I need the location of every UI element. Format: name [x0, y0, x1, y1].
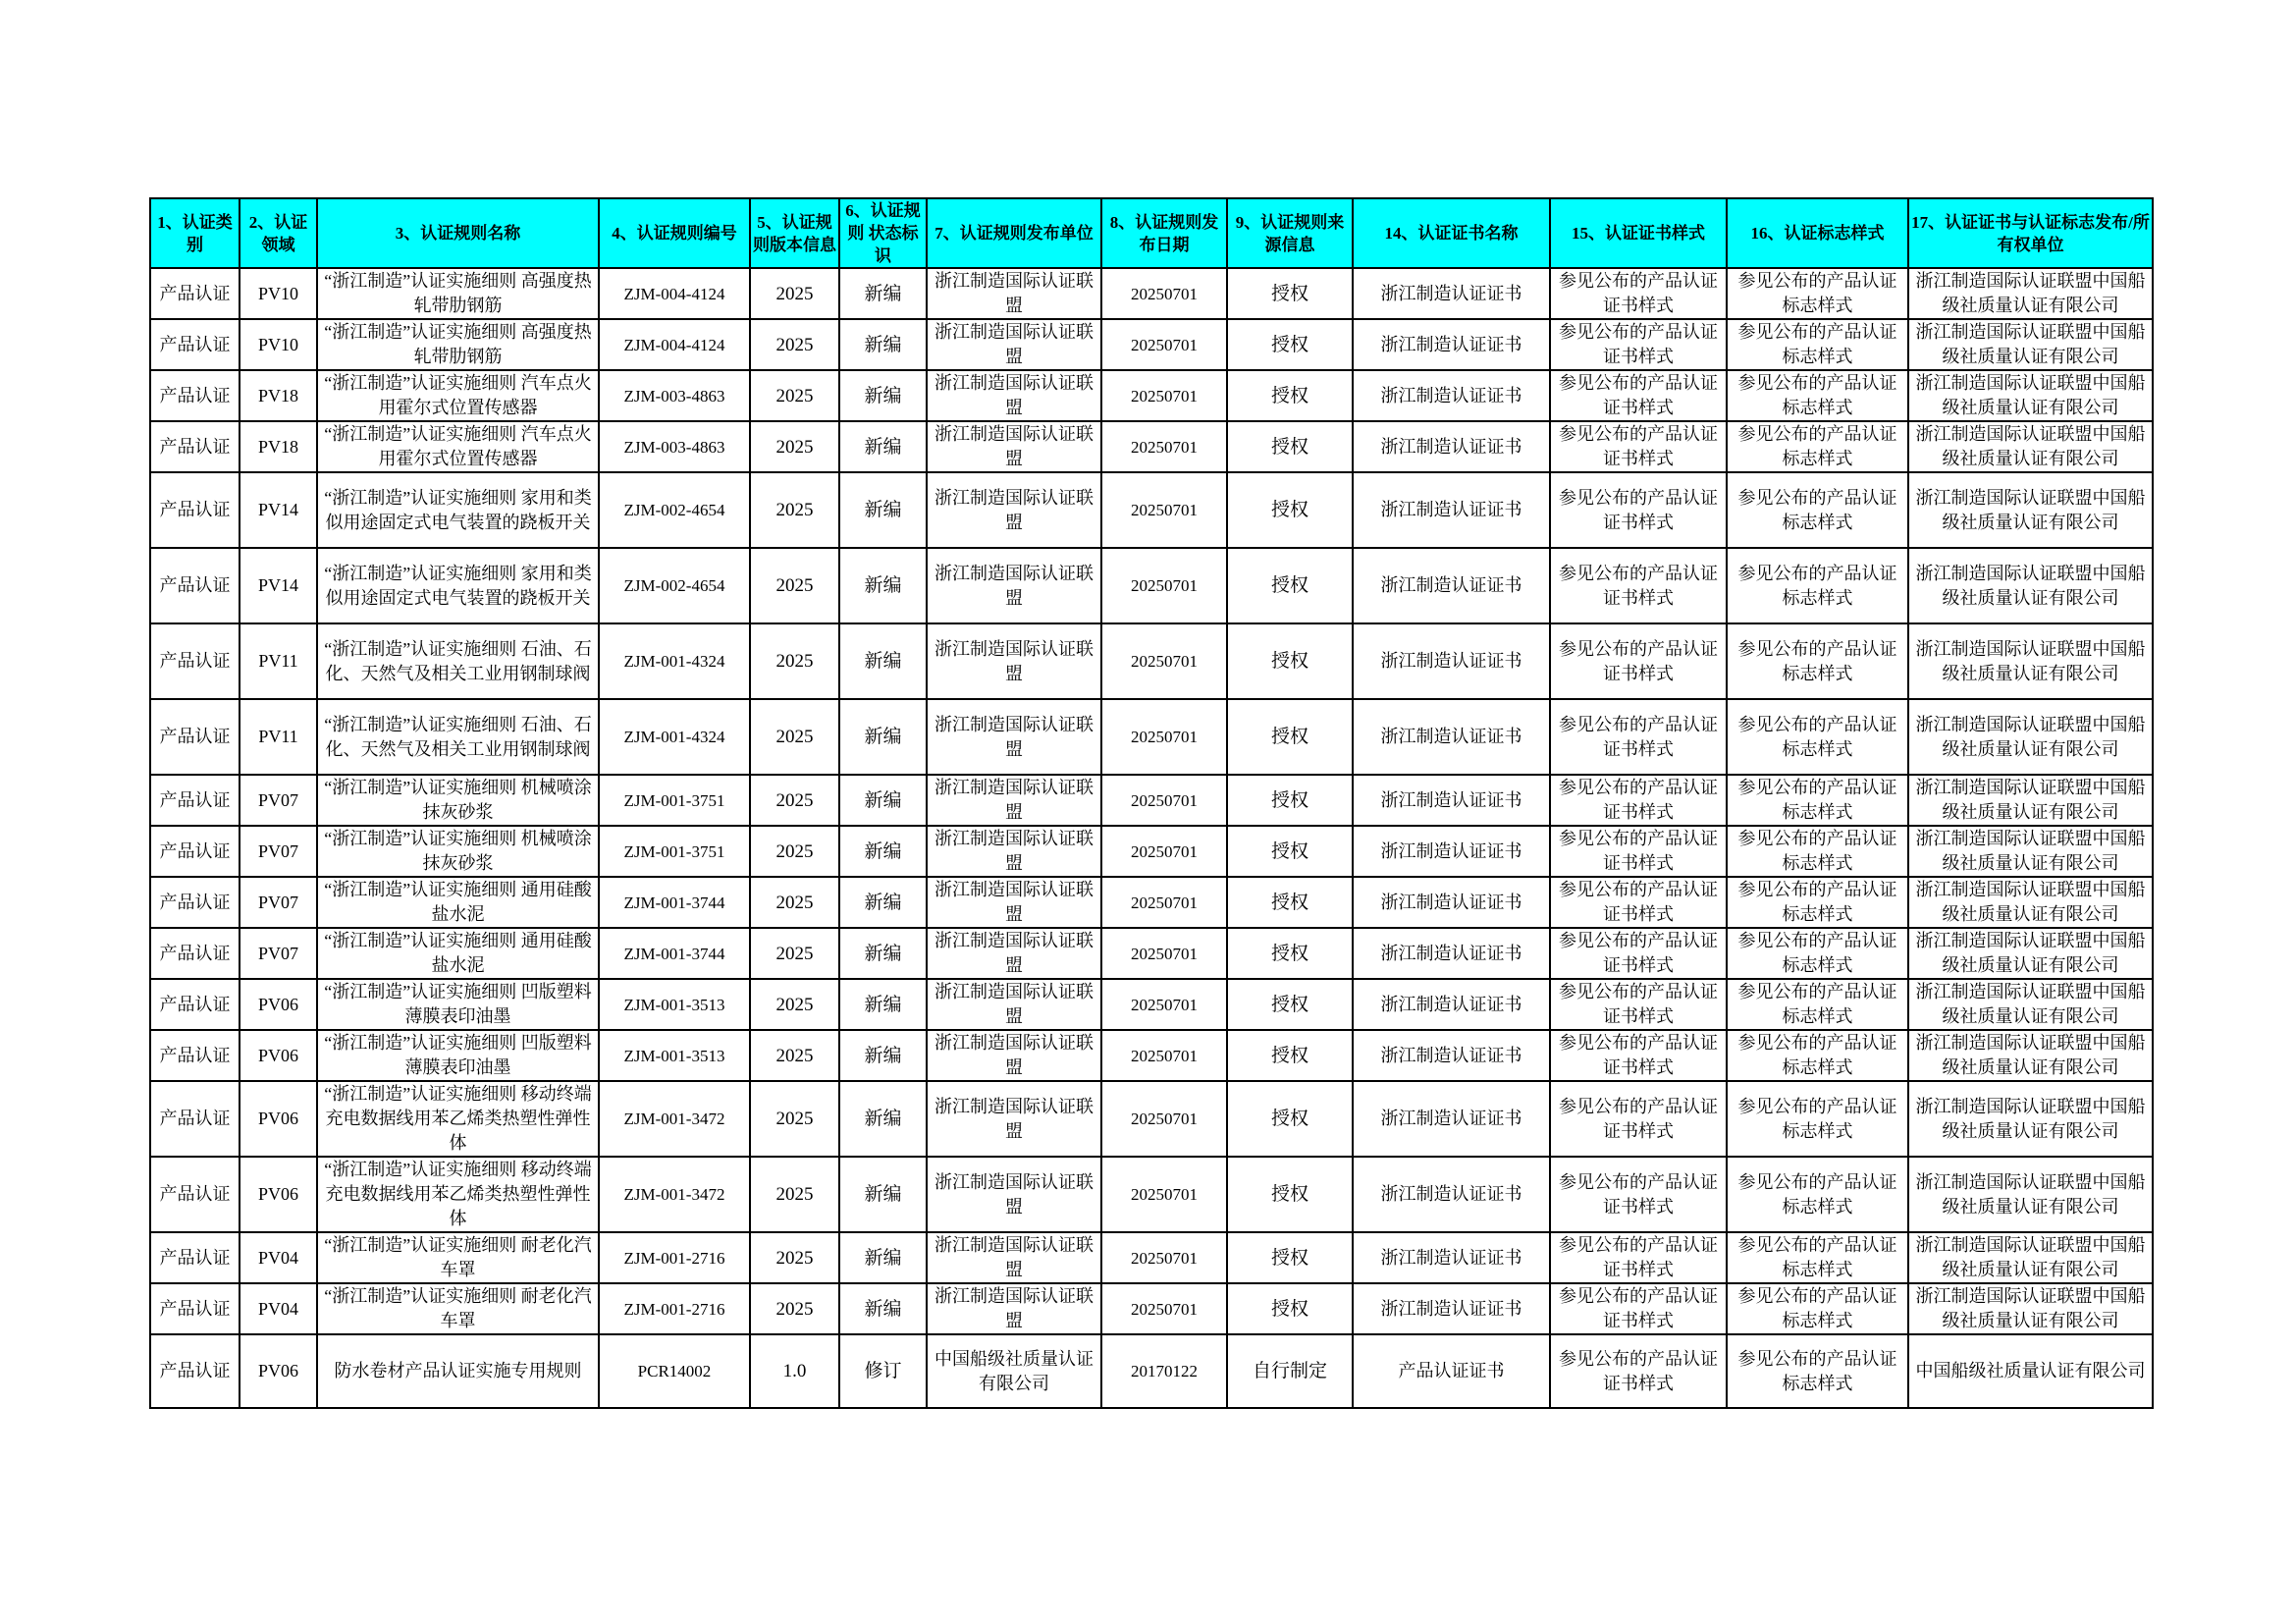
rule-code-cell: ZJM-001-3751	[599, 826, 750, 877]
version-cell: 2025	[750, 979, 839, 1030]
certificate-style-cell: 参见公布的产品认证证书样式	[1550, 775, 1727, 826]
table-row	[150, 775, 2153, 826]
rule-code-cell: ZJM-002-4654	[599, 548, 750, 623]
rule-name-cell: “浙江制造”认证实施细则 高强度热轧带肋钢筋	[317, 268, 599, 319]
source-cell: 授权	[1227, 1157, 1353, 1232]
column-header: 1、认证类别	[150, 198, 240, 268]
column-header: 6、认证规则 状态标识	[839, 198, 927, 268]
mark-style-cell: 参见公布的产品认证标志样式	[1727, 1334, 1908, 1408]
category-cell: 产品认证	[150, 548, 240, 623]
rule-code-cell: ZJM-001-2716	[599, 1283, 750, 1334]
category-cell: 产品认证	[150, 775, 240, 826]
publisher-cell: 浙江制造国际认证联盟	[927, 1081, 1101, 1157]
publish-date-cell: 20250701	[1101, 1232, 1227, 1283]
mark-style-cell: 参见公布的产品认证标志样式	[1727, 623, 1908, 699]
version-cell: 1.0	[750, 1334, 839, 1408]
rule-name-cell: “浙江制造”认证实施细则 家用和类似用途固定式电气装置的跷板开关	[317, 472, 599, 548]
table-header-row	[150, 198, 2153, 268]
source-cell: 授权	[1227, 1081, 1353, 1157]
table-row	[150, 928, 2153, 979]
status-cell: 新编	[839, 775, 927, 826]
field-cell: PV06	[240, 1157, 317, 1232]
column-header: 14、认证证书名称	[1353, 198, 1550, 268]
table-body	[150, 268, 2153, 1408]
mark-style-cell: 参见公布的产品认证标志样式	[1727, 979, 1908, 1030]
table-row	[150, 699, 2153, 775]
publish-date-cell: 20250701	[1101, 826, 1227, 877]
owner-cell: 浙江制造国际认证联盟中国船级社质量认证有限公司	[1908, 1232, 2153, 1283]
source-cell: 授权	[1227, 979, 1353, 1030]
category-cell: 产品认证	[150, 623, 240, 699]
rule-code-cell: ZJM-001-3744	[599, 928, 750, 979]
table-row	[150, 1081, 2153, 1157]
version-cell: 2025	[750, 421, 839, 472]
category-cell: 产品认证	[150, 1232, 240, 1283]
column-header: 8、认证规则发布日期	[1101, 198, 1227, 268]
publisher-cell: 浙江制造国际认证联盟	[927, 877, 1101, 928]
rule-name-cell: “浙江制造”认证实施细则 汽车点火用霍尔式位置传感器	[317, 421, 599, 472]
source-cell: 自行制定	[1227, 1334, 1353, 1408]
certificate-style-cell: 参见公布的产品认证证书样式	[1550, 623, 1727, 699]
owner-cell: 浙江制造国际认证联盟中国船级社质量认证有限公司	[1908, 472, 2153, 548]
certification-rules-table	[149, 197, 2154, 1409]
status-cell: 新编	[839, 1157, 927, 1232]
version-cell: 2025	[750, 319, 839, 370]
version-cell: 2025	[750, 1232, 839, 1283]
publish-date-cell: 20250701	[1101, 877, 1227, 928]
version-cell: 2025	[750, 1030, 839, 1081]
source-cell: 授权	[1227, 548, 1353, 623]
rule-code-cell: ZJM-001-3513	[599, 979, 750, 1030]
rule-code-cell: ZJM-001-3472	[599, 1081, 750, 1157]
rule-name-cell: “浙江制造”认证实施细则 家用和类似用途固定式电气装置的跷板开关	[317, 548, 599, 623]
version-cell: 2025	[750, 623, 839, 699]
column-header: 5、认证规则版本信息	[750, 198, 839, 268]
version-cell: 2025	[750, 1283, 839, 1334]
mark-style-cell: 参见公布的产品认证标志样式	[1727, 1081, 1908, 1157]
rule-name-cell: “浙江制造”认证实施细则 凹版塑料薄膜表印油墨	[317, 979, 599, 1030]
status-cell: 新编	[839, 877, 927, 928]
certificate-name-cell: 浙江制造认证证书	[1353, 1283, 1550, 1334]
certificate-style-cell: 参见公布的产品认证证书样式	[1550, 1232, 1727, 1283]
certificate-style-cell: 参见公布的产品认证证书样式	[1550, 268, 1727, 319]
column-header: 9、认证规则来源信息	[1227, 198, 1353, 268]
table-row	[150, 877, 2153, 928]
status-cell: 新编	[839, 1283, 927, 1334]
status-cell: 新编	[839, 268, 927, 319]
certificate-style-cell: 参见公布的产品认证证书样式	[1550, 421, 1727, 472]
owner-cell: 浙江制造国际认证联盟中国船级社质量认证有限公司	[1908, 979, 2153, 1030]
version-cell: 2025	[750, 775, 839, 826]
mark-style-cell: 参见公布的产品认证标志样式	[1727, 1157, 1908, 1232]
rule-code-cell: ZJM-001-3513	[599, 1030, 750, 1081]
mark-style-cell: 参见公布的产品认证标志样式	[1727, 1030, 1908, 1081]
source-cell: 授权	[1227, 421, 1353, 472]
owner-cell: 中国船级社质量认证有限公司	[1908, 1334, 2153, 1408]
column-header: 4、认证规则编号	[599, 198, 750, 268]
publisher-cell: 浙江制造国际认证联盟	[927, 1232, 1101, 1283]
version-cell: 2025	[750, 548, 839, 623]
mark-style-cell: 参见公布的产品认证标志样式	[1727, 548, 1908, 623]
publish-date-cell: 20250701	[1101, 699, 1227, 775]
owner-cell: 浙江制造国际认证联盟中国船级社质量认证有限公司	[1908, 877, 2153, 928]
category-cell: 产品认证	[150, 979, 240, 1030]
publisher-cell: 浙江制造国际认证联盟	[927, 421, 1101, 472]
category-cell: 产品认证	[150, 370, 240, 421]
status-cell: 新编	[839, 1030, 927, 1081]
source-cell: 授权	[1227, 472, 1353, 548]
rule-name-cell: “浙江制造”认证实施细则 通用硅酸盐水泥	[317, 877, 599, 928]
publisher-cell: 浙江制造国际认证联盟	[927, 319, 1101, 370]
certificate-name-cell: 浙江制造认证证书	[1353, 699, 1550, 775]
publish-date-cell: 20250701	[1101, 928, 1227, 979]
field-cell: PV07	[240, 775, 317, 826]
rule-name-cell: “浙江制造”认证实施细则 石油、石化、天然气及相关工业用钢制球阀	[317, 699, 599, 775]
certificate-name-cell: 浙江制造认证证书	[1353, 268, 1550, 319]
category-cell: 产品认证	[150, 421, 240, 472]
certificate-name-cell: 浙江制造认证证书	[1353, 472, 1550, 548]
rule-code-cell: ZJM-002-4654	[599, 472, 750, 548]
mark-style-cell: 参见公布的产品认证标志样式	[1727, 826, 1908, 877]
certificate-style-cell: 参见公布的产品认证证书样式	[1550, 370, 1727, 421]
version-cell: 2025	[750, 1081, 839, 1157]
rule-name-cell: “浙江制造”认证实施细则 高强度热轧带肋钢筋	[317, 319, 599, 370]
field-cell: PV04	[240, 1283, 317, 1334]
source-cell: 授权	[1227, 928, 1353, 979]
rule-code-cell: ZJM-003-4863	[599, 370, 750, 421]
mark-style-cell: 参见公布的产品认证标志样式	[1727, 319, 1908, 370]
certificate-style-cell: 参见公布的产品认证证书样式	[1550, 979, 1727, 1030]
mark-style-cell: 参见公布的产品认证标志样式	[1727, 1232, 1908, 1283]
version-cell: 2025	[750, 370, 839, 421]
certificate-name-cell: 浙江制造认证证书	[1353, 1157, 1550, 1232]
certificate-style-cell: 参见公布的产品认证证书样式	[1550, 877, 1727, 928]
owner-cell: 浙江制造国际认证联盟中国船级社质量认证有限公司	[1908, 826, 2153, 877]
source-cell: 授权	[1227, 623, 1353, 699]
certificate-style-cell: 参见公布的产品认证证书样式	[1550, 472, 1727, 548]
version-cell: 2025	[750, 472, 839, 548]
rule-name-cell: “浙江制造”认证实施细则 汽车点火用霍尔式位置传感器	[317, 370, 599, 421]
owner-cell: 浙江制造国际认证联盟中国船级社质量认证有限公司	[1908, 623, 2153, 699]
field-cell: PV14	[240, 472, 317, 548]
rule-code-cell: ZJM-001-3751	[599, 775, 750, 826]
owner-cell: 浙江制造国际认证联盟中国船级社质量认证有限公司	[1908, 370, 2153, 421]
certificate-name-cell: 浙江制造认证证书	[1353, 623, 1550, 699]
owner-cell: 浙江制造国际认证联盟中国船级社质量认证有限公司	[1908, 1030, 2153, 1081]
status-cell: 新编	[839, 826, 927, 877]
field-cell: PV14	[240, 548, 317, 623]
mark-style-cell: 参见公布的产品认证标志样式	[1727, 268, 1908, 319]
publish-date-cell: 20250701	[1101, 623, 1227, 699]
owner-cell: 浙江制造国际认证联盟中国船级社质量认证有限公司	[1908, 1157, 2153, 1232]
column-header: 3、认证规则名称	[317, 198, 599, 268]
table-row	[150, 1232, 2153, 1283]
rule-code-cell: ZJM-001-4324	[599, 699, 750, 775]
table-row	[150, 1157, 2153, 1232]
field-cell: PV11	[240, 623, 317, 699]
mark-style-cell: 参见公布的产品认证标志样式	[1727, 775, 1908, 826]
rule-name-cell: “浙江制造”认证实施细则 移动终端充电数据线用苯乙烯类热塑性弹性体	[317, 1157, 599, 1232]
rule-name-cell: “浙江制造”认证实施细则 机械喷涂抹灰砂浆	[317, 826, 599, 877]
field-cell: PV07	[240, 826, 317, 877]
version-cell: 2025	[750, 826, 839, 877]
rule-code-cell: ZJM-003-4863	[599, 421, 750, 472]
field-cell: PV06	[240, 1334, 317, 1408]
certificate-name-cell: 浙江制造认证证书	[1353, 775, 1550, 826]
rule-code-cell: ZJM-001-2716	[599, 1232, 750, 1283]
mark-style-cell: 参见公布的产品认证标志样式	[1727, 370, 1908, 421]
rule-name-cell: “浙江制造”认证实施细则 耐老化汽车罩	[317, 1283, 599, 1334]
owner-cell: 浙江制造国际认证联盟中国船级社质量认证有限公司	[1908, 268, 2153, 319]
category-cell: 产品认证	[150, 877, 240, 928]
status-cell: 新编	[839, 319, 927, 370]
source-cell: 授权	[1227, 1283, 1353, 1334]
owner-cell: 浙江制造国际认证联盟中国船级社质量认证有限公司	[1908, 1283, 2153, 1334]
rule-name-cell: “浙江制造”认证实施细则 移动终端充电数据线用苯乙烯类热塑性弹性体	[317, 1081, 599, 1157]
publish-date-cell: 20250701	[1101, 319, 1227, 370]
status-cell: 修订	[839, 1334, 927, 1408]
rule-code-cell: ZJM-001-3472	[599, 1157, 750, 1232]
publisher-cell: 浙江制造国际认证联盟	[927, 1030, 1101, 1081]
certificate-style-cell: 参见公布的产品认证证书样式	[1550, 319, 1727, 370]
status-cell: 新编	[839, 928, 927, 979]
certificate-style-cell: 参见公布的产品认证证书样式	[1550, 1030, 1727, 1081]
publisher-cell: 浙江制造国际认证联盟	[927, 775, 1101, 826]
publish-date-cell: 20250701	[1101, 979, 1227, 1030]
field-cell: PV07	[240, 928, 317, 979]
table-row	[150, 623, 2153, 699]
publisher-cell: 中国船级社质量认证有限公司	[927, 1334, 1101, 1408]
column-header: 17、认证证书与认证标志发布/所有权单位	[1908, 198, 2153, 268]
publish-date-cell: 20170122	[1101, 1334, 1227, 1408]
publish-date-cell: 20250701	[1101, 268, 1227, 319]
certificate-style-cell: 参见公布的产品认证证书样式	[1550, 548, 1727, 623]
source-cell: 授权	[1227, 370, 1353, 421]
certificate-style-cell: 参见公布的产品认证证书样式	[1550, 1157, 1727, 1232]
certificate-name-cell: 浙江制造认证证书	[1353, 877, 1550, 928]
publisher-cell: 浙江制造国际认证联盟	[927, 1283, 1101, 1334]
table-row	[150, 319, 2153, 370]
rule-name-cell: “浙江制造”认证实施细则 凹版塑料薄膜表印油墨	[317, 1030, 599, 1081]
field-cell: PV11	[240, 699, 317, 775]
field-cell: PV06	[240, 1030, 317, 1081]
mark-style-cell: 参见公布的产品认证标志样式	[1727, 877, 1908, 928]
table-row	[150, 370, 2153, 421]
publish-date-cell: 20250701	[1101, 472, 1227, 548]
publisher-cell: 浙江制造国际认证联盟	[927, 1157, 1101, 1232]
certificate-name-cell: 浙江制造认证证书	[1353, 1030, 1550, 1081]
source-cell: 授权	[1227, 319, 1353, 370]
publisher-cell: 浙江制造国际认证联盟	[927, 928, 1101, 979]
publish-date-cell: 20250701	[1101, 775, 1227, 826]
owner-cell: 浙江制造国际认证联盟中国船级社质量认证有限公司	[1908, 1081, 2153, 1157]
rule-code-cell: ZJM-004-4124	[599, 268, 750, 319]
category-cell: 产品认证	[150, 826, 240, 877]
publisher-cell: 浙江制造国际认证联盟	[927, 268, 1101, 319]
status-cell: 新编	[839, 1232, 927, 1283]
publish-date-cell: 20250701	[1101, 1081, 1227, 1157]
owner-cell: 浙江制造国际认证联盟中国船级社质量认证有限公司	[1908, 775, 2153, 826]
certificate-style-cell: 参见公布的产品认证证书样式	[1550, 826, 1727, 877]
status-cell: 新编	[839, 699, 927, 775]
publisher-cell: 浙江制造国际认证联盟	[927, 826, 1101, 877]
field-cell: PV18	[240, 421, 317, 472]
publish-date-cell: 20250701	[1101, 1283, 1227, 1334]
certificate-style-cell: 参见公布的产品认证证书样式	[1550, 1334, 1727, 1408]
table-row	[150, 548, 2153, 623]
owner-cell: 浙江制造国际认证联盟中国船级社质量认证有限公司	[1908, 928, 2153, 979]
rule-name-cell: “浙江制造”认证实施细则 耐老化汽车罩	[317, 1232, 599, 1283]
category-cell: 产品认证	[150, 1157, 240, 1232]
source-cell: 授权	[1227, 826, 1353, 877]
publisher-cell: 浙江制造国际认证联盟	[927, 548, 1101, 623]
field-cell: PV06	[240, 979, 317, 1030]
rule-name-cell: “浙江制造”认证实施细则 石油、石化、天然气及相关工业用钢制球阀	[317, 623, 599, 699]
table-row	[150, 1030, 2153, 1081]
status-cell: 新编	[839, 979, 927, 1030]
owner-cell: 浙江制造国际认证联盟中国船级社质量认证有限公司	[1908, 421, 2153, 472]
certificate-name-cell: 浙江制造认证证书	[1353, 319, 1550, 370]
source-cell: 授权	[1227, 1030, 1353, 1081]
column-header: 15、认证证书样式	[1550, 198, 1727, 268]
table-row	[150, 1334, 2153, 1408]
status-cell: 新编	[839, 472, 927, 548]
owner-cell: 浙江制造国际认证联盟中国船级社质量认证有限公司	[1908, 699, 2153, 775]
publish-date-cell: 20250701	[1101, 370, 1227, 421]
category-cell: 产品认证	[150, 1081, 240, 1157]
mark-style-cell: 参见公布的产品认证标志样式	[1727, 472, 1908, 548]
certificate-name-cell: 产品认证证书	[1353, 1334, 1550, 1408]
publish-date-cell: 20250701	[1101, 548, 1227, 623]
status-cell: 新编	[839, 370, 927, 421]
owner-cell: 浙江制造国际认证联盟中国船级社质量认证有限公司	[1908, 548, 2153, 623]
category-cell: 产品认证	[150, 928, 240, 979]
category-cell: 产品认证	[150, 472, 240, 548]
column-header: 2、认证领域	[240, 198, 317, 268]
column-header: 16、认证标志样式	[1727, 198, 1908, 268]
field-cell: PV06	[240, 1081, 317, 1157]
rule-name-cell: 防水卷材产品认证实施专用规则	[317, 1334, 599, 1408]
mark-style-cell: 参见公布的产品认证标志样式	[1727, 928, 1908, 979]
field-cell: PV10	[240, 319, 317, 370]
rule-code-cell: ZJM-001-3744	[599, 877, 750, 928]
certificate-name-cell: 浙江制造认证证书	[1353, 548, 1550, 623]
source-cell: 授权	[1227, 775, 1353, 826]
certificate-style-cell: 参见公布的产品认证证书样式	[1550, 1283, 1727, 1334]
version-cell: 2025	[750, 877, 839, 928]
certificate-name-cell: 浙江制造认证证书	[1353, 1081, 1550, 1157]
publisher-cell: 浙江制造国际认证联盟	[927, 472, 1101, 548]
certificate-style-cell: 参见公布的产品认证证书样式	[1550, 928, 1727, 979]
publisher-cell: 浙江制造国际认证联盟	[927, 699, 1101, 775]
owner-cell: 浙江制造国际认证联盟中国船级社质量认证有限公司	[1908, 319, 2153, 370]
table-row	[150, 1283, 2153, 1334]
status-cell: 新编	[839, 1081, 927, 1157]
rule-code-cell: PCR14002	[599, 1334, 750, 1408]
rule-code-cell: ZJM-004-4124	[599, 319, 750, 370]
field-cell: PV07	[240, 877, 317, 928]
certificate-name-cell: 浙江制造认证证书	[1353, 1232, 1550, 1283]
source-cell: 授权	[1227, 1232, 1353, 1283]
rule-name-cell: “浙江制造”认证实施细则 通用硅酸盐水泥	[317, 928, 599, 979]
rule-code-cell: ZJM-001-4324	[599, 623, 750, 699]
version-cell: 2025	[750, 1157, 839, 1232]
publisher-cell: 浙江制造国际认证联盟	[927, 979, 1101, 1030]
table-row	[150, 268, 2153, 319]
status-cell: 新编	[839, 548, 927, 623]
table-row	[150, 421, 2153, 472]
category-cell: 产品认证	[150, 1283, 240, 1334]
table-row	[150, 472, 2153, 548]
field-cell: PV04	[240, 1232, 317, 1283]
version-cell: 2025	[750, 699, 839, 775]
category-cell: 产品认证	[150, 268, 240, 319]
version-cell: 2025	[750, 928, 839, 979]
table-row	[150, 826, 2153, 877]
publisher-cell: 浙江制造国际认证联盟	[927, 623, 1101, 699]
certificate-name-cell: 浙江制造认证证书	[1353, 370, 1550, 421]
column-header: 7、认证规则发布单位	[927, 198, 1101, 268]
certificate-name-cell: 浙江制造认证证书	[1353, 826, 1550, 877]
certificate-name-cell: 浙江制造认证证书	[1353, 421, 1550, 472]
table-row	[150, 979, 2153, 1030]
source-cell: 授权	[1227, 268, 1353, 319]
publish-date-cell: 20250701	[1101, 1030, 1227, 1081]
certificate-name-cell: 浙江制造认证证书	[1353, 928, 1550, 979]
category-cell: 产品认证	[150, 699, 240, 775]
publish-date-cell: 20250701	[1101, 421, 1227, 472]
category-cell: 产品认证	[150, 1334, 240, 1408]
rule-name-cell: “浙江制造”认证实施细则 机械喷涂抹灰砂浆	[317, 775, 599, 826]
status-cell: 新编	[839, 623, 927, 699]
mark-style-cell: 参见公布的产品认证标志样式	[1727, 699, 1908, 775]
category-cell: 产品认证	[150, 1030, 240, 1081]
certificate-name-cell: 浙江制造认证证书	[1353, 979, 1550, 1030]
publish-date-cell: 20250701	[1101, 1157, 1227, 1232]
source-cell: 授权	[1227, 877, 1353, 928]
publisher-cell: 浙江制造国际认证联盟	[927, 370, 1101, 421]
mark-style-cell: 参见公布的产品认证标志样式	[1727, 421, 1908, 472]
category-cell: 产品认证	[150, 319, 240, 370]
field-cell: PV10	[240, 268, 317, 319]
certificate-style-cell: 参见公布的产品认证证书样式	[1550, 1081, 1727, 1157]
status-cell: 新编	[839, 421, 927, 472]
source-cell: 授权	[1227, 699, 1353, 775]
mark-style-cell: 参见公布的产品认证标志样式	[1727, 1283, 1908, 1334]
certificate-style-cell: 参见公布的产品认证证书样式	[1550, 699, 1727, 775]
field-cell: PV18	[240, 370, 317, 421]
version-cell: 2025	[750, 268, 839, 319]
